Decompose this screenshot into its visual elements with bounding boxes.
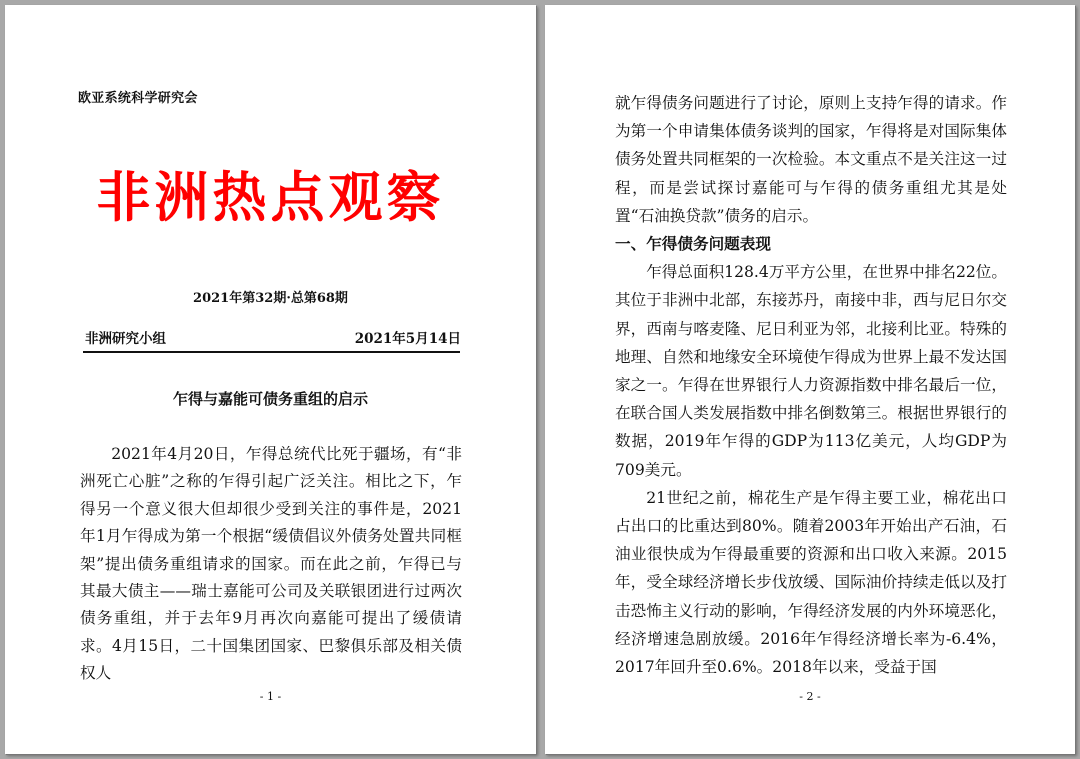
publish-date: 2021年5月14日 xyxy=(354,331,461,347)
page-1-body xyxy=(80,441,462,683)
document-page-2 xyxy=(545,5,1075,754)
page-number-1: - 1 - xyxy=(259,690,282,703)
header-divider xyxy=(83,351,460,353)
page-2-body xyxy=(615,89,1007,693)
meta-line xyxy=(85,327,461,347)
section-heading: 一、乍得债务问题表现 xyxy=(615,234,771,254)
continuation-paragraph: 就乍得债务问题进行了讨论，原则上支持乍得的请求。作为第一个申请集体债务谈判的国家，乍得将是对国际集体债务处置共同框架的一次检验。本文重点不是关注这一过程，而是尝试探讨嘉能可与乍得的债务重组尤其是处置“石油换贷款”债务的启示。 xyxy=(615,94,1007,225)
issue-number: 2021年第32期·总第68期 xyxy=(193,291,348,306)
article-title: 乍得与嘉能可债务重组的启示 xyxy=(172,390,368,408)
body-paragraph: 2021年4月20日，乍得总统代比死于疆场，有“非洲死亡心脏”之称的乍得引起广泛关注。相比之下，乍得另一个意义很大但却很少受到关注的事件是，2021年1月乍得成为第一个根据“缓债倡议外债务处置共同框架”提出债务重组请求的国家。而在此之前，乍得已与其最大债主——瑞士嘉能可公司及关联银团进行过两次债务重组，并于去年9月再次向嘉能可提出了缓债请求。4月15日，二十国集团国家、巴黎俱乐部及相关债权人 xyxy=(80,445,462,683)
document-page-1 xyxy=(5,5,536,754)
research-group: 非洲研究小组 xyxy=(85,331,166,347)
page-number-2: - 2 - xyxy=(799,690,821,703)
organization-name: 欧亚系统科学研究会 xyxy=(78,91,198,106)
body-paragraph: 21世纪之前，棉花生产是乍得主要工业，棉花出口占出口的比重达到80%。随着2003年开始出产石油，石油业很快成为乍得最重要的资源和出口收入来源。2015年，受全球经济增长步伐放缓、国际油价持续走低以及打击恐怖主义行动的影响，乍得经济发展的内外环境恶化，经济增速急剧放缓。2016年乍得经济增长率为-6.4%，2017年回升至0.6%。2018年以来，受益于国 xyxy=(615,488,1007,677)
body-paragraph: 乍得总面积128.4万平方公里，在世界中排名22位。其位于非洲中北部，东接苏丹，南接中非，西与尼日尔交界，西南与喀麦隆、尼日利亚为邻，北接利比亚。特殊的地理、自然和地缘安全环境使乍得成为世界上最不发达国家之一。乍得在世界银行人力资源指数中排名最后一位，在联合国人类发展指数中排名倒数第三。根据世界银行的数据，2019年乍得的GDP为113亿美元，人均GDP为709美元。 xyxy=(615,263,1007,479)
masthead-title: 非洲热点观察 xyxy=(96,165,445,229)
